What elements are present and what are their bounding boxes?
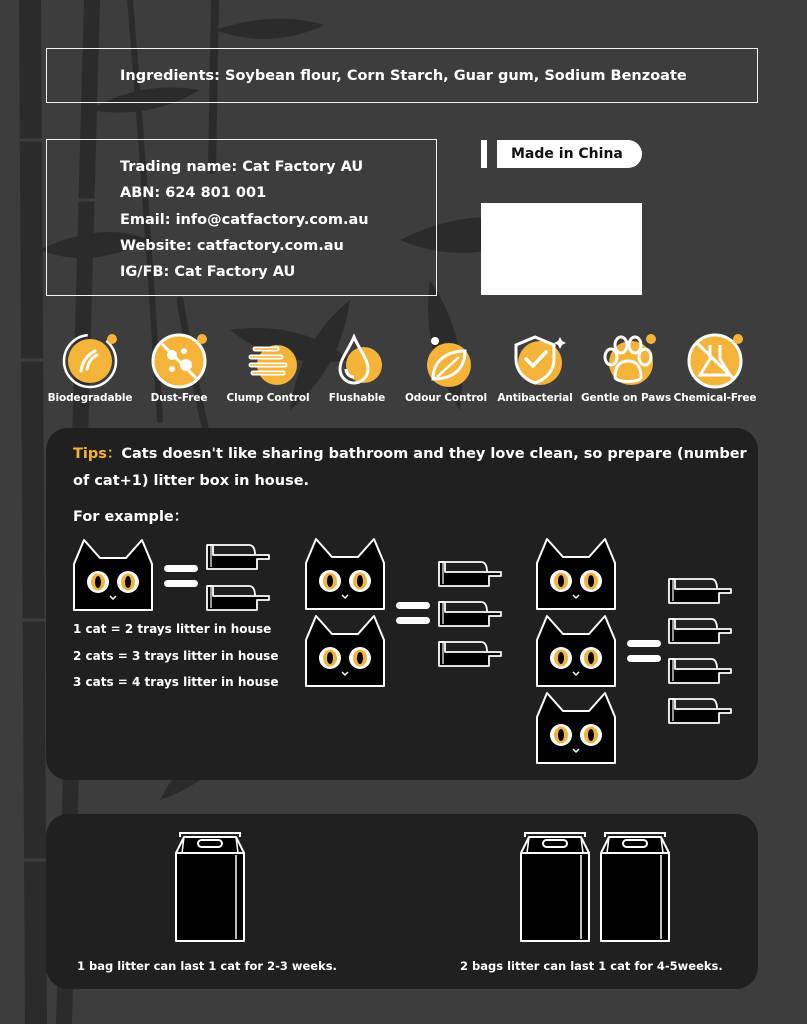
- water-drop-icon: [326, 329, 388, 391]
- feature-clump-control: [223, 329, 313, 404]
- litter-tray-icon: [667, 691, 733, 725]
- feature-label: Flushable: [328, 392, 386, 404]
- feature-biodegradable: [45, 329, 135, 404]
- leaf-recycle-icon: [59, 329, 121, 391]
- cat-face-icon: [304, 614, 386, 688]
- feature-chemical-free: [670, 329, 760, 404]
- tips-label: Tips：: [73, 446, 122, 462]
- rule-one-cat: 1 cat = 2 trays litter in house: [73, 622, 272, 636]
- trading-info-box: [46, 139, 437, 296]
- origin-badge: Made in China: [497, 140, 642, 168]
- origin-marker: [481, 140, 487, 168]
- feature-gentle-on-paws: [581, 329, 671, 404]
- feature-odour-control: [401, 329, 491, 404]
- ingredients-text: Ingredients: Soybean flour, Corn Starch, Guar gum, Sodium Benzoate: [120, 67, 687, 84]
- equals-icon: [163, 563, 199, 589]
- litter-tray-icon: [667, 571, 733, 605]
- litter-tray-icon: [205, 537, 271, 571]
- feature-label: Biodegradable: [47, 392, 133, 404]
- trading-name: Trading name: Cat Factory AU: [120, 159, 364, 175]
- litter-tray-icon: [437, 594, 503, 628]
- litter-bag-icon: [172, 832, 248, 944]
- leaf-odour-icon: [415, 329, 477, 391]
- cat-face-icon: [72, 538, 154, 612]
- shield-check-icon: [504, 329, 566, 391]
- litter-tray-icon: [437, 634, 503, 668]
- equals-icon: [626, 638, 662, 664]
- feature-flushable: [312, 329, 402, 404]
- rule-three-cats: 3 cats = 4 trays litter in house: [73, 675, 279, 689]
- social-handle: IG/FB: Cat Factory AU: [120, 264, 296, 281]
- feature-label: Antibacterial: [497, 392, 573, 404]
- litter-tray-icon: [437, 554, 503, 588]
- feature-antibacterial: [490, 329, 580, 404]
- equals-icon: [395, 600, 431, 626]
- litter-tray-icon: [205, 578, 271, 612]
- two-bags-caption: 2 bags litter can last 1 cat for 4-5weeks.: [460, 959, 723, 973]
- feature-label: Dust-Free: [150, 392, 208, 404]
- feature-label: Clump Control: [226, 392, 310, 404]
- barcode-placeholder: [481, 203, 642, 295]
- feature-label: Gentle on Paws: [581, 392, 672, 404]
- ingredients-box: [46, 48, 758, 103]
- one-bag-caption: 1 bag litter can last 1 cat for 2-3 weeks.: [77, 959, 337, 973]
- cat-face-icon: [535, 537, 617, 611]
- no-chemical-icon: [684, 329, 746, 391]
- feature-label: Odour Control: [404, 392, 488, 404]
- tips-text: [73, 441, 753, 495]
- feature-label: Chemical-Free: [673, 392, 757, 404]
- cat-face-icon: [535, 691, 617, 765]
- paw-icon: [595, 329, 657, 391]
- cat-face-icon: [304, 537, 386, 611]
- abn: ABN: 624 801 001: [120, 185, 267, 202]
- hand-clump-icon: [237, 329, 299, 391]
- tips-body: Cats doesn't like sharing bathroom and they love clean, so prepare (number of cat+1) litter box in house.: [73, 446, 747, 489]
- litter-tray-icon: [667, 611, 733, 645]
- no-dust-icon: [148, 329, 210, 391]
- litter-bag-icon: [597, 832, 673, 944]
- feature-dust-free: [134, 329, 224, 404]
- website: Website: catfactory.com.au: [120, 237, 344, 254]
- email: Email: info@catfactory.com.au: [120, 211, 369, 228]
- rule-two-cats: 2 cats = 3 trays litter in house: [73, 649, 279, 663]
- litter-bag-icon: [517, 832, 593, 944]
- example-label: For example：: [73, 509, 189, 525]
- litter-tray-icon: [667, 651, 733, 685]
- cat-face-icon: [535, 614, 617, 688]
